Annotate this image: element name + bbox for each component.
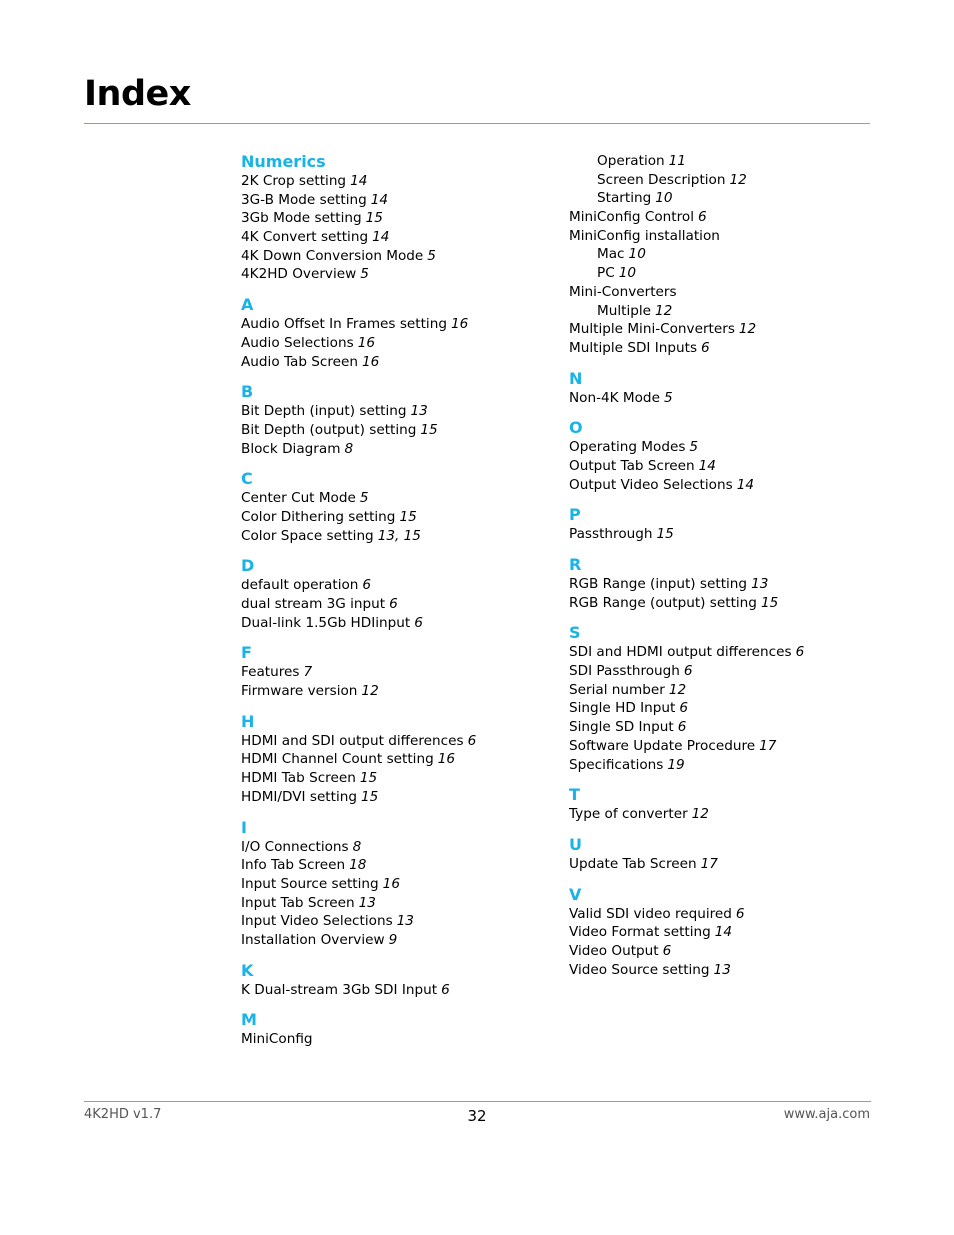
index-entry [569, 525, 889, 544]
entry-term: Dual-link 1.5Gb HDIinput [241, 614, 411, 631]
entry-page-ref[interactable]: 6 [362, 577, 372, 594]
index-section [241, 556, 561, 632]
index-entry [569, 389, 889, 408]
entry-term: PC [597, 265, 615, 282]
entry-term: HDMI and SDI output differences [241, 732, 464, 749]
entry-term: SDI Passthrough [569, 663, 680, 680]
entry-page-ref[interactable]: 16 [437, 751, 456, 768]
index-entry [241, 856, 561, 875]
entry-page-ref[interactable]: 13 [713, 961, 731, 978]
entry-term: HDMI Channel Count setting [241, 751, 434, 768]
entry-page-ref[interactable]: 15 [656, 526, 674, 543]
entry-page-ref[interactable]: 17 [759, 737, 777, 754]
entry-term: MiniConfig installation [569, 227, 720, 244]
index-entry [569, 905, 889, 924]
section-heading: R [569, 555, 582, 574]
entry-page-ref[interactable]: 16 [450, 316, 469, 333]
section-heading: D [241, 556, 255, 576]
index-entry [569, 227, 889, 246]
entry-page-ref[interactable]: 6 [441, 981, 450, 998]
section-heading: A [241, 295, 254, 315]
entry-term: Software Update Procedure [569, 737, 756, 754]
entry-term: Audio Tab Screen [241, 353, 359, 370]
index-entry [241, 912, 561, 931]
entry-term: Output Video Selections [569, 476, 733, 493]
index-entry [569, 805, 889, 824]
entry-page-ref[interactable]: 6 [679, 700, 688, 717]
index-section [241, 152, 561, 284]
index-section [241, 382, 561, 458]
index-entry [241, 440, 561, 459]
index-entry [569, 942, 889, 961]
section-heading: I [241, 817, 247, 837]
index-section [569, 418, 889, 494]
entry-term: Features [241, 664, 300, 681]
index-section [241, 818, 561, 950]
entry-page-ref[interactable]: 5 [689, 439, 699, 456]
entry-term: Center Cut Mode [241, 490, 356, 507]
entry-term: Multiple [597, 302, 651, 319]
entry-page-ref[interactable]: 13, 15 [377, 527, 421, 544]
entry-page-ref[interactable]: 12 [729, 171, 747, 188]
entry-page-ref[interactable]: 8 [344, 440, 354, 457]
entry-page-ref[interactable]: 5 [359, 490, 369, 507]
entry-page-ref[interactable]: 10 [628, 246, 646, 263]
index-column-left [241, 152, 561, 1049]
entry-page-ref[interactable]: 13 [396, 913, 414, 930]
entry-term: RGB Range (input) setting [569, 576, 748, 592]
entry-page-ref[interactable]: 5 [427, 247, 436, 264]
index-entry [241, 191, 561, 210]
index-entry [569, 681, 889, 700]
entry-term: Input Tab Screen [241, 894, 355, 911]
index-section [569, 623, 889, 774]
index-section [569, 152, 889, 358]
entry-page-ref[interactable]: 13 [751, 576, 769, 592]
index-subentry [569, 264, 889, 283]
index-section [569, 369, 889, 408]
index-entry [241, 931, 561, 950]
entry-term: Operating Modes [569, 439, 686, 456]
section-heading: V [569, 884, 582, 904]
entry-term: dual stream 3G input [241, 596, 386, 612]
index-entry [569, 662, 889, 681]
section-heading: N [569, 368, 583, 388]
entry-term: MiniConfig Control [569, 209, 694, 226]
entry-term: Video Output [569, 942, 659, 959]
index-entry [241, 508, 561, 527]
entry-term: Operation [597, 153, 665, 169]
index-entry [241, 682, 561, 701]
section-heading: F [241, 643, 252, 663]
index-entry [569, 575, 889, 594]
entry-term: HDMI Tab Screen [241, 770, 356, 787]
index-entry [241, 527, 561, 546]
index-entry [241, 732, 561, 751]
entry-page-ref[interactable]: 19 [667, 756, 685, 773]
section-heading: Numerics [241, 152, 326, 171]
index-entry [569, 476, 889, 495]
entry-page-ref[interactable]: 17 [700, 855, 718, 872]
entry-term: Valid SDI video required [569, 905, 732, 922]
index-entry [569, 855, 889, 874]
index-entry [241, 769, 561, 788]
entry-page-ref[interactable]: 15 [365, 210, 383, 227]
entry-term: Type of converter [569, 806, 688, 823]
entry-page-ref[interactable]: 15 [361, 788, 379, 805]
entry-page-ref[interactable]: 12 [655, 302, 673, 319]
index-entry [241, 894, 561, 913]
entry-term: Input Video Selections [241, 913, 393, 930]
section-heading: K [241, 960, 254, 980]
index-entry [241, 247, 561, 266]
entry-term: Audio Offset In Frames setting [241, 316, 447, 333]
index-subentry [569, 171, 889, 190]
entry-page-ref[interactable]: 10 [655, 190, 673, 207]
index-entry [241, 595, 561, 614]
index-entry [241, 614, 561, 633]
entry-page-ref[interactable]: 6 [683, 663, 693, 680]
entry-term: 2K Crop setting [241, 173, 347, 189]
entry-page-ref[interactable]: 6 [467, 732, 477, 749]
footer-version: 4K2HD v1.7 [84, 1107, 162, 1122]
entry-term: 3Gb Mode setting [241, 210, 362, 227]
entry-term: Audio Selections [241, 334, 354, 351]
entry-page-ref[interactable]: 5 [360, 266, 369, 283]
index-entry [241, 489, 561, 508]
entry-term: 4K Down Conversion Mode [241, 247, 424, 264]
index-entry [241, 315, 561, 334]
index-entry [569, 961, 889, 980]
entry-page-ref[interactable]: 16 [357, 334, 375, 351]
index-entry [241, 875, 561, 894]
index-entry [569, 699, 889, 718]
entry-term: Input Source setting [241, 875, 379, 892]
entry-term: 4K2HD Overview [241, 266, 357, 283]
index-entry [241, 334, 561, 353]
index-section [569, 785, 889, 824]
index-entry [569, 756, 889, 775]
entry-page-ref[interactable]: 6 [701, 339, 710, 356]
section-heading: H [241, 711, 255, 731]
index-section [241, 643, 561, 700]
section-heading: T [569, 785, 580, 805]
entry-term: Bit Depth (input) setting [241, 403, 407, 420]
entry-term: 3G-B Mode setting [241, 191, 367, 208]
index-column-right [569, 152, 889, 979]
index-entry [241, 228, 561, 247]
entry-term: Bit Depth (output) setting [241, 421, 417, 438]
entry-term: HDMI/DVI setting [241, 788, 357, 805]
index-section [241, 712, 561, 807]
index-entry [569, 339, 889, 358]
entry-term: Single SD Input [569, 719, 674, 736]
entry-page-ref[interactable]: 14 [736, 476, 754, 493]
entry-page-ref[interactable]: 7 [303, 664, 313, 681]
index-entry [241, 209, 561, 228]
index-entry [241, 750, 561, 769]
index-entry [241, 265, 561, 284]
entry-term: Mac [597, 246, 625, 263]
index-entry [241, 421, 561, 440]
section-heading: B [241, 382, 254, 402]
index-entry [241, 353, 561, 372]
section-heading: P [569, 505, 581, 525]
entry-page-ref[interactable]: 13 [410, 403, 428, 420]
entry-term: Update Tab Screen [569, 855, 697, 872]
entry-term: K Dual-stream 3Gb SDI Input [241, 981, 438, 998]
entry-page-ref[interactable]: 14 [372, 229, 390, 246]
index-entry [241, 172, 561, 191]
entry-term: Mini-Converters [569, 283, 677, 300]
entry-page-ref[interactable]: 13 [358, 894, 376, 911]
index-section [241, 1010, 561, 1049]
index-entry [569, 923, 889, 942]
section-heading: S [569, 623, 581, 643]
entry-page-ref[interactable]: 6 [389, 596, 398, 612]
entry-page-ref[interactable]: 6 [662, 942, 672, 959]
entry-term: Firmware version [241, 683, 358, 700]
entry-term: Multiple Mini-Converters [569, 321, 735, 338]
section-heading: O [569, 418, 583, 438]
entry-page-ref[interactable]: 14 [350, 173, 368, 189]
index-subentry [569, 152, 889, 171]
index-entry [241, 576, 561, 595]
entry-term: Video Format setting [569, 924, 711, 941]
index-subentry [569, 189, 889, 208]
index-subentry [569, 302, 889, 321]
page-number: 32 [467, 1107, 487, 1125]
index-entry [569, 320, 889, 339]
entry-page-ref[interactable]: 14 [370, 191, 389, 208]
entry-page-ref[interactable]: 12 [691, 806, 709, 823]
entry-page-ref[interactable]: 8 [352, 838, 362, 855]
entry-page-ref[interactable]: 16 [362, 353, 380, 370]
entry-page-ref[interactable]: 6 [414, 614, 423, 631]
entry-page-ref[interactable]: 6 [677, 719, 687, 736]
index-entry [241, 402, 561, 421]
entry-page-ref[interactable]: 12 [361, 683, 379, 700]
entry-term: Block Diagram [241, 440, 341, 457]
index-entry [241, 788, 561, 807]
entry-term: 4K Convert setting [241, 229, 369, 246]
entry-term: MiniConfig [241, 1031, 313, 1048]
index-entry [569, 438, 889, 457]
section-heading: U [569, 834, 582, 854]
entry-page-ref[interactable]: 14 [714, 924, 733, 941]
index-entry [569, 457, 889, 476]
entry-page-ref[interactable]: 12 [738, 321, 757, 338]
entry-term: Serial number [569, 681, 665, 698]
entry-page-ref[interactable]: 10 [618, 265, 637, 282]
entry-term: Color Dithering setting [241, 508, 396, 525]
entry-page-ref[interactable]: 6 [697, 209, 707, 226]
entry-term: default operation [241, 577, 359, 594]
index-entry [569, 718, 889, 737]
entry-page-ref[interactable]: 16 [382, 875, 400, 892]
index-section [569, 885, 889, 980]
entry-term: Video Source setting [569, 961, 710, 978]
entry-term: Color Space setting [241, 527, 374, 544]
section-heading: C [241, 469, 253, 489]
index-section [241, 469, 561, 545]
index-section [241, 295, 561, 371]
entry-term: Info Tab Screen [241, 857, 346, 874]
entry-term: SDI and HDMI output differences [569, 644, 792, 661]
entry-page-ref[interactable]: 6 [735, 905, 745, 922]
entry-page-ref[interactable]: 6 [795, 644, 805, 661]
entry-term: Passthrough [569, 526, 653, 543]
entry-term: I/O Connections [241, 838, 349, 855]
entry-term: Starting [597, 190, 652, 207]
entry-page-ref[interactable]: 15 [760, 594, 779, 611]
entry-page-ref[interactable]: 14 [698, 457, 716, 474]
index-entry [569, 594, 889, 613]
entry-term: Multiple SDI Inputs [569, 339, 698, 356]
title-divider [84, 123, 870, 124]
footer-website: www.aja.com [783, 1107, 870, 1122]
index-entry [241, 838, 561, 857]
entry-term: Specifications [569, 756, 664, 773]
index-entry [569, 737, 889, 756]
page-title: Index [84, 74, 191, 114]
entry-page-ref[interactable]: 11 [668, 153, 686, 169]
entry-term: Output Tab Screen [569, 457, 695, 474]
index-entry [569, 643, 889, 662]
entry-page-ref[interactable]: 15 [359, 770, 378, 787]
index-entry [569, 208, 889, 227]
entry-term: Non-4K Mode [569, 389, 660, 406]
index-entry [241, 1030, 561, 1049]
entry-page-ref[interactable]: 9 [388, 931, 398, 948]
entry-page-ref[interactable]: 5 [663, 389, 673, 406]
entry-page-ref[interactable]: 15 [399, 508, 417, 525]
index-section [241, 961, 561, 1000]
index-entry [241, 663, 561, 682]
entry-page-ref[interactable]: 18 [349, 857, 367, 874]
index-section [569, 555, 889, 612]
index-entry [569, 283, 889, 302]
section-heading: M [241, 1010, 257, 1030]
entry-term: Single HD Input [569, 700, 676, 717]
index-section [569, 505, 889, 544]
index-entry [241, 981, 561, 1000]
index-subentry [569, 245, 889, 264]
entry-page-ref[interactable]: 15 [420, 421, 438, 438]
entry-page-ref[interactable]: 12 [668, 681, 687, 698]
footer-divider [84, 1101, 871, 1102]
index-section [569, 835, 889, 874]
entry-term: Screen Description [597, 171, 726, 188]
entry-term: RGB Range (output) setting [569, 594, 757, 611]
entry-term: Installation Overview [241, 931, 385, 948]
